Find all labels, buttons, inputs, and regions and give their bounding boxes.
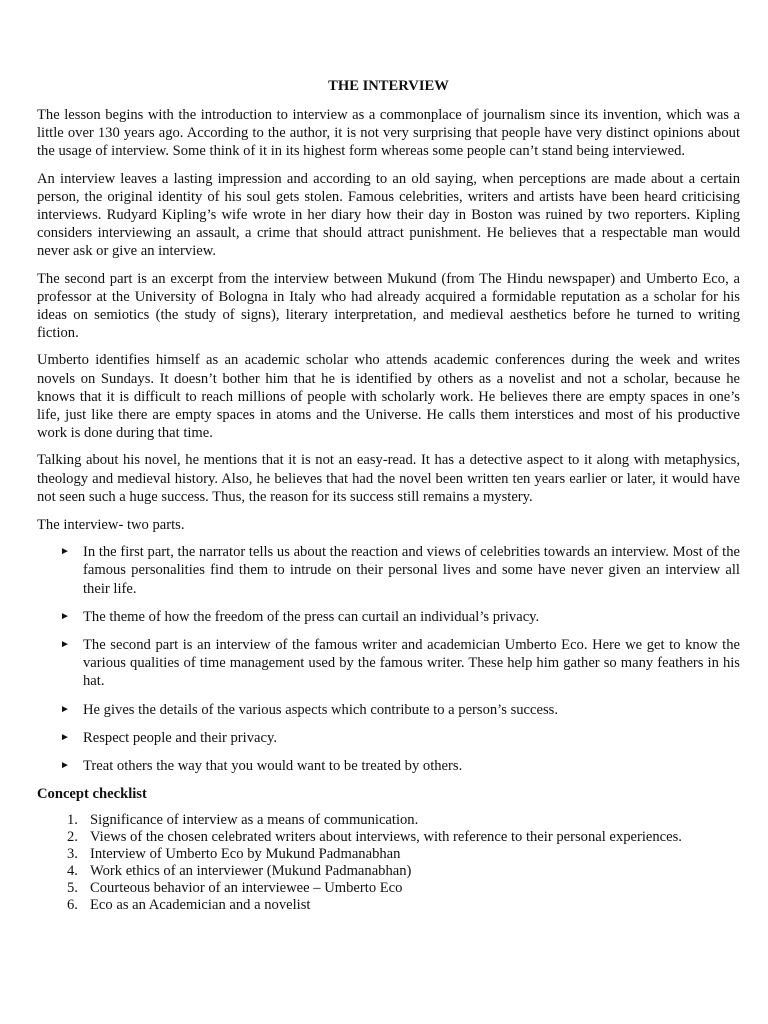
- triangle-bullet-icon: ►: [60, 639, 70, 651]
- checklist-item: [37, 812, 740, 829]
- bullet-text: The second part is an interview of the famous writer and academician Umberto Eco. Here we get to know the various qualities of time management used by the famous writer. These help him gather so many feathers in his hat.: [83, 637, 740, 690]
- paragraph: An interview leaves a lasting impression and according to an old saying, when perceptions are made about a certain person, the original identity of his soul gets stolen. Famous celebrities, writers and artists have been heard criticising interviews. Rudyard Kipling’s wife wrote in her diary how their day in Boston was ruined by two reporters. Kipling considers interviewing an assault, a crime that should attract punishment. He believes that a respectable man would never ask or give an interview.: [37, 170, 740, 260]
- checklist-text: Views of the chosen celebrated writers about interviews, with reference to their personal experiences.: [90, 829, 682, 846]
- bullet-item: [37, 543, 740, 598]
- paragraph: The lesson begins with the introduction to interview as a commonplace of journalism since its invention, which was a little over 130 years ago. According to the author, it is not very surprising that people have very distinct opinions about the usage of interview. Some think of it in its highest form whereas some people can’t stand being interviewed.: [37, 107, 740, 160]
- bullet-text: Treat others the way that you would want to be treated by others.: [83, 758, 463, 775]
- bullet-item: [37, 636, 740, 691]
- bullet-text: He gives the details of the various aspects which contribute to a person’s success.: [83, 701, 558, 718]
- checklist-number: 2.: [67, 829, 78, 846]
- triangle-bullet-icon: ►: [60, 610, 70, 622]
- bullet-item: [37, 729, 740, 747]
- bullet-item: [37, 608, 740, 626]
- checklist-item: [37, 846, 740, 863]
- concept-checklist: [37, 812, 740, 914]
- checklist-item: [37, 880, 740, 897]
- document-page: [37, 77, 740, 914]
- bullet-text: Respect people and their privacy.: [83, 729, 277, 746]
- bullet-item: [37, 757, 740, 775]
- checklist-number: 5.: [67, 880, 78, 897]
- triangle-bullet-icon: ►: [60, 760, 70, 772]
- document-title: THE INTERVIEW: [328, 78, 449, 94]
- checklist-item: [37, 863, 740, 880]
- bullet-text: The theme of how the freedom of the press can curtail an individual’s privacy.: [83, 608, 540, 625]
- bullet-list: [37, 543, 740, 775]
- checklist-text: Eco as an Academician and a novelist: [90, 897, 311, 914]
- paragraph: The second part is an excerpt from the interview between Mukund (from The Hindu newspaper) and Umberto Eco, a professor at the University of Bologna in Italy who had already acquired a formidable reputation as a scholar for his ideas on semiotics (the study of signs), literary interpretation, and medieval aesthetics before he turned to writing fiction.: [37, 270, 740, 342]
- checklist-heading: Concept checklist: [37, 786, 147, 803]
- triangle-bullet-icon: ►: [60, 703, 70, 715]
- checklist-number: 3.: [67, 846, 78, 863]
- checklist-item: [37, 829, 740, 846]
- checklist-text: Courteous behavior of an interviewee – Umberto Eco: [90, 880, 403, 897]
- checklist-number: 4.: [67, 863, 78, 880]
- checklist-text: Significance of interview as a means of communication.: [90, 812, 419, 829]
- triangle-bullet-icon: ►: [60, 546, 70, 558]
- triangle-bullet-icon: ►: [60, 731, 70, 743]
- checklist-number: 6.: [67, 897, 78, 914]
- checklist-text: Work ethics of an interviewer (Mukund Padmanabhan): [90, 863, 412, 880]
- checklist-text: Interview of Umberto Eco by Mukund Padmanabhan: [90, 846, 401, 863]
- checklist-number: 1.: [67, 812, 78, 829]
- checklist-item: [37, 897, 740, 914]
- paragraph: Talking about his novel, he mentions that it is not an easy-read. It has a detective aspect to it along with metaphysics, theology and medieval history. Also, he believes that had the novel been written ten years earlier or later, it would have not seen such a huge success. Thus, the reason for its success still remains a mystery.: [37, 452, 740, 505]
- bullet-item: [37, 701, 740, 719]
- paragraph: Umberto identifies himself as an academic scholar who attends academic conferences during the week and writes novels on Sundays. It doesn’t bother him that he is identified by others as a novelist and not a scholar, because he knows that it is difficult to reach millions of people with scholarly work. He believes there are empty spaces in one’s life, just like there are empty spaces in atoms and the Universe. He calls them interstices and most of his productive work is done during that time.: [37, 352, 740, 442]
- bullet-intro: The interview- two parts.: [37, 517, 185, 534]
- bullet-text: In the first part, the narrator tells us about the reaction and views of celebrities towards an interview. Most of the famous personalities find them to intrude on their personal lives and some have never given an interview all their life.: [83, 544, 740, 597]
